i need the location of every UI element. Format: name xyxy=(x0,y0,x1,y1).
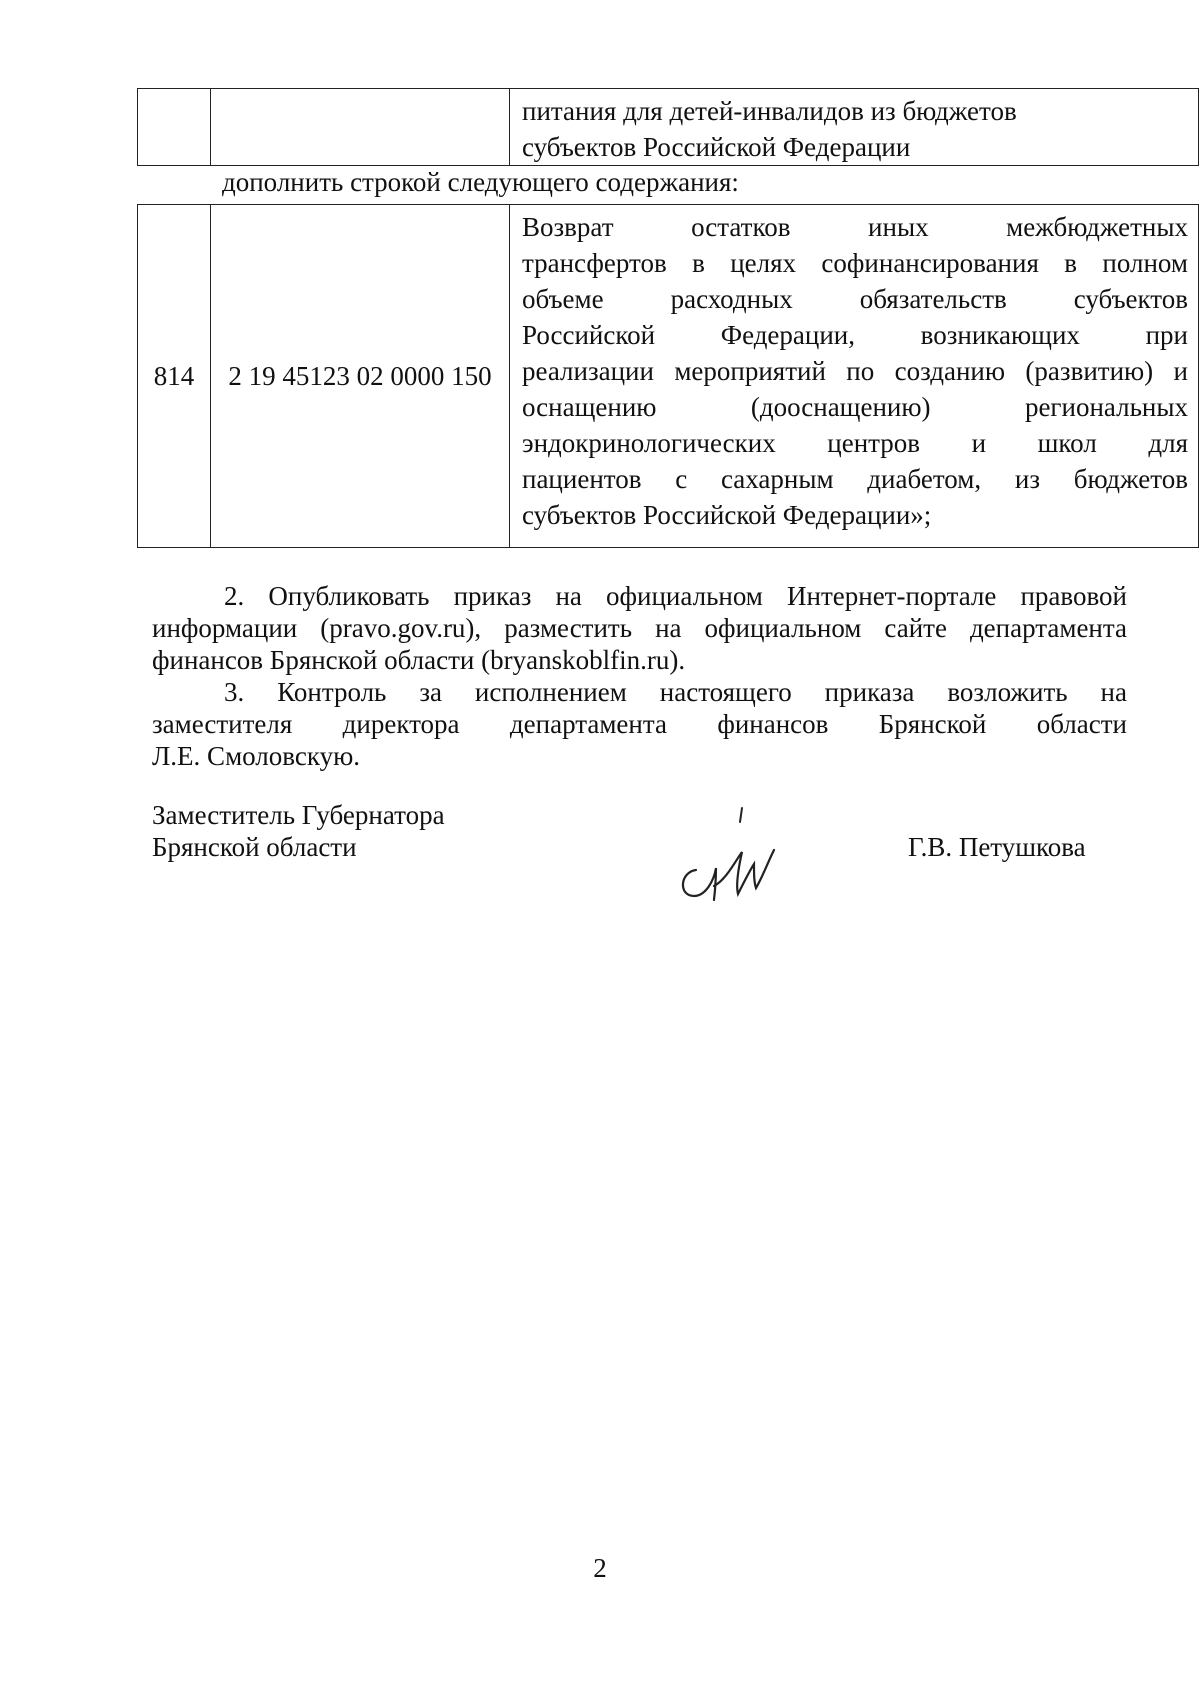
description-line: Российской Федерации, возникающих при xyxy=(522,320,1188,350)
admin-code-cell: 814 xyxy=(138,205,211,548)
paragraph-publication xyxy=(152,580,1127,676)
signatory-position xyxy=(152,799,445,863)
description-line: оснащению (дооснащению) региональных xyxy=(522,392,1188,422)
paragraph-control xyxy=(152,676,1127,772)
description-line: Возврат остатков иных межбюджетных xyxy=(522,212,1188,242)
description-cell xyxy=(510,89,1199,166)
paragraph-line: 3. Контроль за исполнением настоящего приказа возложить на xyxy=(224,677,1127,707)
paragraph-line: заместителя директора департамента финансов Брянской области xyxy=(152,709,1127,739)
admin-code-cell xyxy=(138,89,211,166)
description-cell xyxy=(510,205,1199,548)
signatory-name: Г.В. Петушкова xyxy=(908,832,1086,862)
signatory-position-line: Заместитель Губернатора xyxy=(152,800,445,830)
description-line: питания для детей-инвалидов из бюджетов xyxy=(522,96,1017,126)
description-line: трансфертов в целях софинансирования в полном xyxy=(522,248,1188,278)
table-row xyxy=(138,205,1199,548)
paragraph-line: финансов Брянской области (bryanskoblfin.ru). xyxy=(152,645,686,675)
budget-codes-table-continued xyxy=(137,88,1199,166)
page-number: 2 xyxy=(593,1553,607,1583)
table-row xyxy=(138,89,1199,166)
budget-code-cell xyxy=(211,89,510,166)
paragraph-line: информации (pravo.gov.ru), разместить на официальном сайте департамента xyxy=(152,613,1127,643)
budget-codes-table-new-row xyxy=(137,204,1199,548)
signatory-position-line: Брянской области xyxy=(152,832,357,862)
paragraph-line: 2. Опубликовать приказ на официальном Интернет-портале правовой xyxy=(224,581,1127,611)
description-line: эндокринологических центров и школ для xyxy=(522,428,1188,458)
description-line: пациентов с сахарным диабетом, из бюджетов xyxy=(522,464,1188,494)
description-line: субъектов Российской Федерации»; xyxy=(522,500,932,530)
description-line: субъектов Российской Федерации xyxy=(522,132,911,162)
handwritten-signature xyxy=(670,800,790,910)
insert-instruction: дополнить строкой следующего содержания: xyxy=(222,167,739,197)
description-line: реализации мероприятий по созданию (развитию) и xyxy=(522,356,1188,386)
budget-code-cell: 2 19 45123 02 0000 150 xyxy=(211,205,510,548)
description-line: объеме расходных обязательств субъектов xyxy=(522,284,1188,314)
paragraph-line: Л.Е. Смоловскую. xyxy=(152,741,360,771)
